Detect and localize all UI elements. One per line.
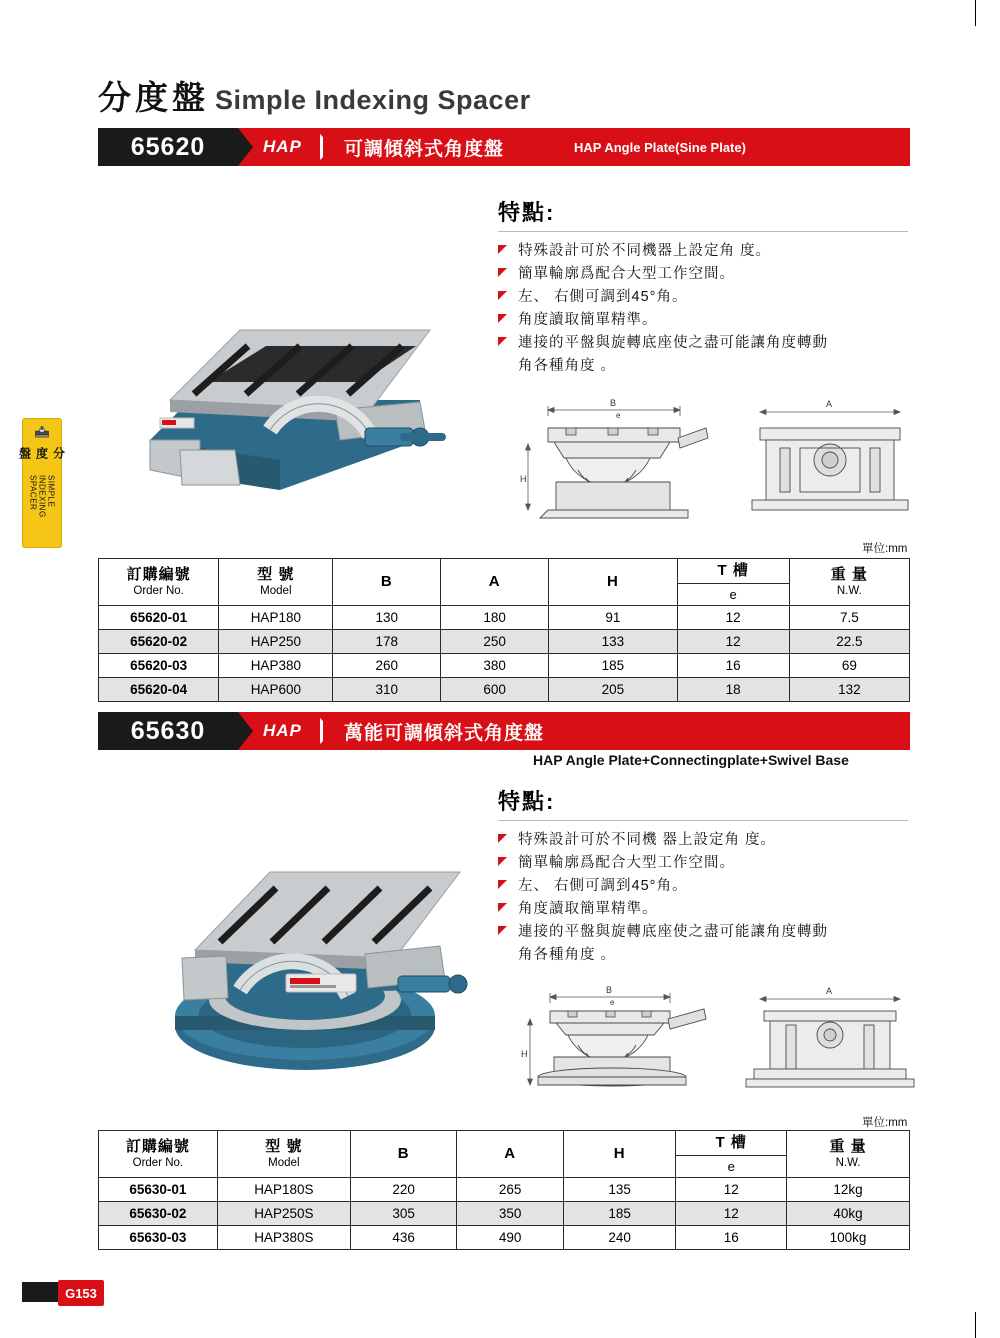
bullet-marker-icon [498, 314, 507, 323]
features-rule [498, 231, 908, 232]
cell-order-no: 65630-01 [99, 1178, 218, 1202]
cell-weight: 100kg [787, 1226, 910, 1250]
feature-item [498, 286, 908, 309]
feature-text: 角各種角度 。 [518, 358, 617, 374]
unit-note-65630: 單位:mm [862, 1117, 908, 1129]
svg-text:B: B [606, 985, 613, 995]
spec-table-65620 [98, 558, 910, 702]
table-row [99, 1202, 910, 1226]
th-model: 型 號 Model [219, 559, 333, 606]
bullet-marker-icon [498, 834, 507, 843]
feature-text: 左、 右側可調到45°角。 [518, 289, 688, 305]
svg-text:H: H [520, 474, 527, 484]
cell-order-no: 65630-03 [99, 1226, 218, 1250]
th-tslot: T 槽 [676, 1131, 787, 1156]
cell-order-no: 65620-04 [99, 678, 219, 702]
cell-weight: 7.5 [789, 606, 909, 630]
dimension-drawing-65630-front [520, 985, 710, 1105]
bullet-marker-icon [498, 880, 507, 889]
cell-b: 130 [333, 606, 441, 630]
feature-item [498, 309, 908, 332]
section-title-cn-65630: 萬能可調傾斜式角度盤 [344, 722, 545, 744]
cell-h: 91 [549, 606, 678, 630]
spec-table-65630 [98, 1130, 910, 1250]
feature-item [498, 332, 908, 355]
section-header-65620 [98, 128, 910, 166]
chevron-separator-inner-icon [323, 134, 336, 160]
table-row [99, 678, 910, 702]
crop-mark-bottom-right [975, 1312, 976, 1338]
section-brand-65620: HAP [263, 137, 302, 156]
features-heading-65630: 特點: [498, 789, 556, 814]
cell-model: HAP250 [219, 630, 333, 654]
cell-model: HAP600 [219, 678, 333, 702]
cell-h: 185 [549, 654, 678, 678]
cell-weight: 40kg [787, 1202, 910, 1226]
cell-a: 380 [441, 654, 549, 678]
side-tab-label-en: SIMPLE INDEXING SPACER [28, 475, 56, 518]
svg-text:H: H [521, 1049, 528, 1059]
cell-e: 12 [676, 1178, 787, 1202]
feature-text: 連接的平盤與旋轉底座使之盡可能讓角度轉動 [518, 335, 828, 351]
feature-text: 左、 右側可調到45°角。 [518, 878, 688, 894]
th-h: H [549, 559, 678, 606]
side-tab [17, 418, 66, 548]
svg-text:B: B [610, 398, 617, 408]
footer-page-number: G153 [58, 1280, 104, 1306]
cell-b: 178 [333, 630, 441, 654]
section-subtitle-en-65630: HAP Angle Plate+Connectingplate+Swivel Base [533, 752, 849, 768]
cell-order-no: 65620-01 [99, 606, 219, 630]
th-weight: 重 量 N.W. [787, 1131, 910, 1178]
feature-item [498, 852, 908, 875]
cell-b: 260 [333, 654, 441, 678]
bullet-marker-icon [498, 926, 507, 935]
code-arrow-icon [238, 128, 253, 166]
th-tslot: T 槽 [677, 559, 789, 584]
product-photo-65630 [140, 830, 480, 1080]
unit-note-65620: 單位:mm [862, 543, 908, 555]
features-65630 [498, 785, 908, 967]
th-model: 型 號 Model [217, 1131, 350, 1178]
table-header-row [99, 1131, 910, 1156]
page-title [98, 72, 531, 119]
bullet-marker-icon [498, 903, 507, 912]
cell-b: 220 [350, 1178, 456, 1202]
th-weight: 重 量 N.W. [789, 559, 909, 606]
feature-item [498, 921, 908, 944]
cell-h: 240 [563, 1226, 676, 1250]
feature-text: 特殊設計可於不同機器上設定角 度。 [518, 243, 772, 259]
cell-weight: 12kg [787, 1178, 910, 1202]
cell-a: 350 [457, 1202, 563, 1226]
features-list-65630 [498, 829, 908, 967]
feature-text: 角度讀取簡單精準。 [518, 901, 658, 917]
cell-e: 16 [676, 1226, 787, 1250]
feature-text: 簡單輪廓爲配合大型工作空間。 [518, 855, 735, 871]
cell-e: 12 [677, 606, 789, 630]
feature-text: 簡單輪廓爲配合大型工作空間。 [518, 266, 735, 282]
feature-text: 特殊設計可於不同機 器上設定角 度。 [518, 832, 777, 848]
cell-model: HAP250S [217, 1202, 350, 1226]
features-rule [498, 820, 908, 821]
cell-b: 436 [350, 1226, 456, 1250]
section-title-en-65620: HAP Angle Plate(Sine Plate) [574, 139, 746, 155]
cell-h: 205 [549, 678, 678, 702]
cell-order-no: 65620-03 [99, 654, 219, 678]
th-h: H [563, 1131, 676, 1178]
cell-e: 16 [677, 654, 789, 678]
feature-item [498, 875, 908, 898]
cell-e: 12 [676, 1202, 787, 1226]
dimension-drawing-65630-side [740, 985, 920, 1105]
section-code-65620: 65620 [98, 128, 238, 166]
svg-text:A: A [826, 986, 833, 996]
cell-order-no: 65630-02 [99, 1202, 218, 1226]
table-row [99, 1178, 910, 1202]
th-tslot-e: e [677, 584, 789, 606]
table-header-row [99, 559, 910, 584]
indexing-spacer-icon [29, 425, 55, 441]
svg-text:e: e [610, 998, 615, 1007]
feature-item [498, 263, 908, 286]
cell-e: 18 [677, 678, 789, 702]
side-tab-label-cn: 分度盤 [17, 447, 66, 461]
chevron-separator-inner-icon [323, 718, 336, 744]
cell-b: 310 [333, 678, 441, 702]
code-arrow-icon [238, 712, 253, 750]
cell-a: 180 [441, 606, 549, 630]
features-65620 [498, 196, 908, 378]
cell-weight: 69 [789, 654, 909, 678]
feature-item-continuation [498, 944, 908, 967]
page-title-cn: 分度盤 [98, 79, 209, 116]
feature-item [498, 240, 908, 263]
th-a: A [441, 559, 549, 606]
cell-a: 490 [457, 1226, 563, 1250]
table-body-65630 [99, 1178, 910, 1250]
th-b: B [350, 1131, 456, 1178]
th-b: B [333, 559, 441, 606]
cell-a: 265 [457, 1178, 563, 1202]
cell-h: 133 [549, 630, 678, 654]
table-row [99, 1226, 910, 1250]
cell-model: HAP180 [219, 606, 333, 630]
cell-model: HAP380 [219, 654, 333, 678]
feature-text: 角度讀取簡單精準。 [518, 312, 658, 328]
cell-e: 12 [677, 630, 789, 654]
cell-h: 185 [563, 1202, 676, 1226]
table-row [99, 606, 910, 630]
cell-model: HAP180S [217, 1178, 350, 1202]
bullet-marker-icon [498, 857, 507, 866]
product-photo-65620 [120, 290, 450, 520]
table-body-65620 [99, 606, 910, 702]
section-brand-65630: HAP [263, 721, 302, 740]
cell-weight: 132 [789, 678, 909, 702]
cell-b: 305 [350, 1202, 456, 1226]
th-order-no: 訂購編號 Order No. [99, 1131, 218, 1178]
dimension-drawing-65620-front [520, 398, 710, 538]
bullet-marker-icon [498, 245, 507, 254]
dimension-drawing-65620-side [740, 398, 920, 538]
section-code-65630: 65630 [98, 712, 238, 750]
feature-text: 連接的平盤與旋轉底座使之盡可能讓角度轉動 [518, 924, 828, 940]
th-a: A [457, 1131, 563, 1178]
cell-model: HAP380S [217, 1226, 350, 1250]
bullet-marker-icon [498, 268, 507, 277]
cell-h: 135 [563, 1178, 676, 1202]
features-heading-65620: 特點: [498, 200, 556, 225]
feature-text: 角各種角度 。 [518, 947, 617, 963]
bullet-marker-icon [498, 291, 507, 300]
feature-item [498, 829, 908, 852]
crop-mark-top-right [975, 0, 976, 26]
svg-text:A: A [826, 399, 833, 409]
feature-item [498, 898, 908, 921]
table-row [99, 630, 910, 654]
table-row [99, 654, 910, 678]
bullet-marker-icon [498, 337, 507, 346]
features-list-65620 [498, 240, 908, 378]
cell-a: 250 [441, 630, 549, 654]
section-header-65630 [98, 712, 910, 750]
page-title-en: Simple Indexing Spacer [215, 85, 531, 115]
cell-a: 600 [441, 678, 549, 702]
cell-order-no: 65620-02 [99, 630, 219, 654]
section-title-cn-65620: 可調傾斜式角度盤 [344, 138, 505, 160]
svg-text:e: e [616, 411, 621, 420]
cell-weight: 22.5 [789, 630, 909, 654]
th-tslot-e: e [676, 1156, 787, 1178]
th-order-no: 訂購編號 Order No. [99, 559, 219, 606]
feature-item-continuation [498, 355, 908, 378]
